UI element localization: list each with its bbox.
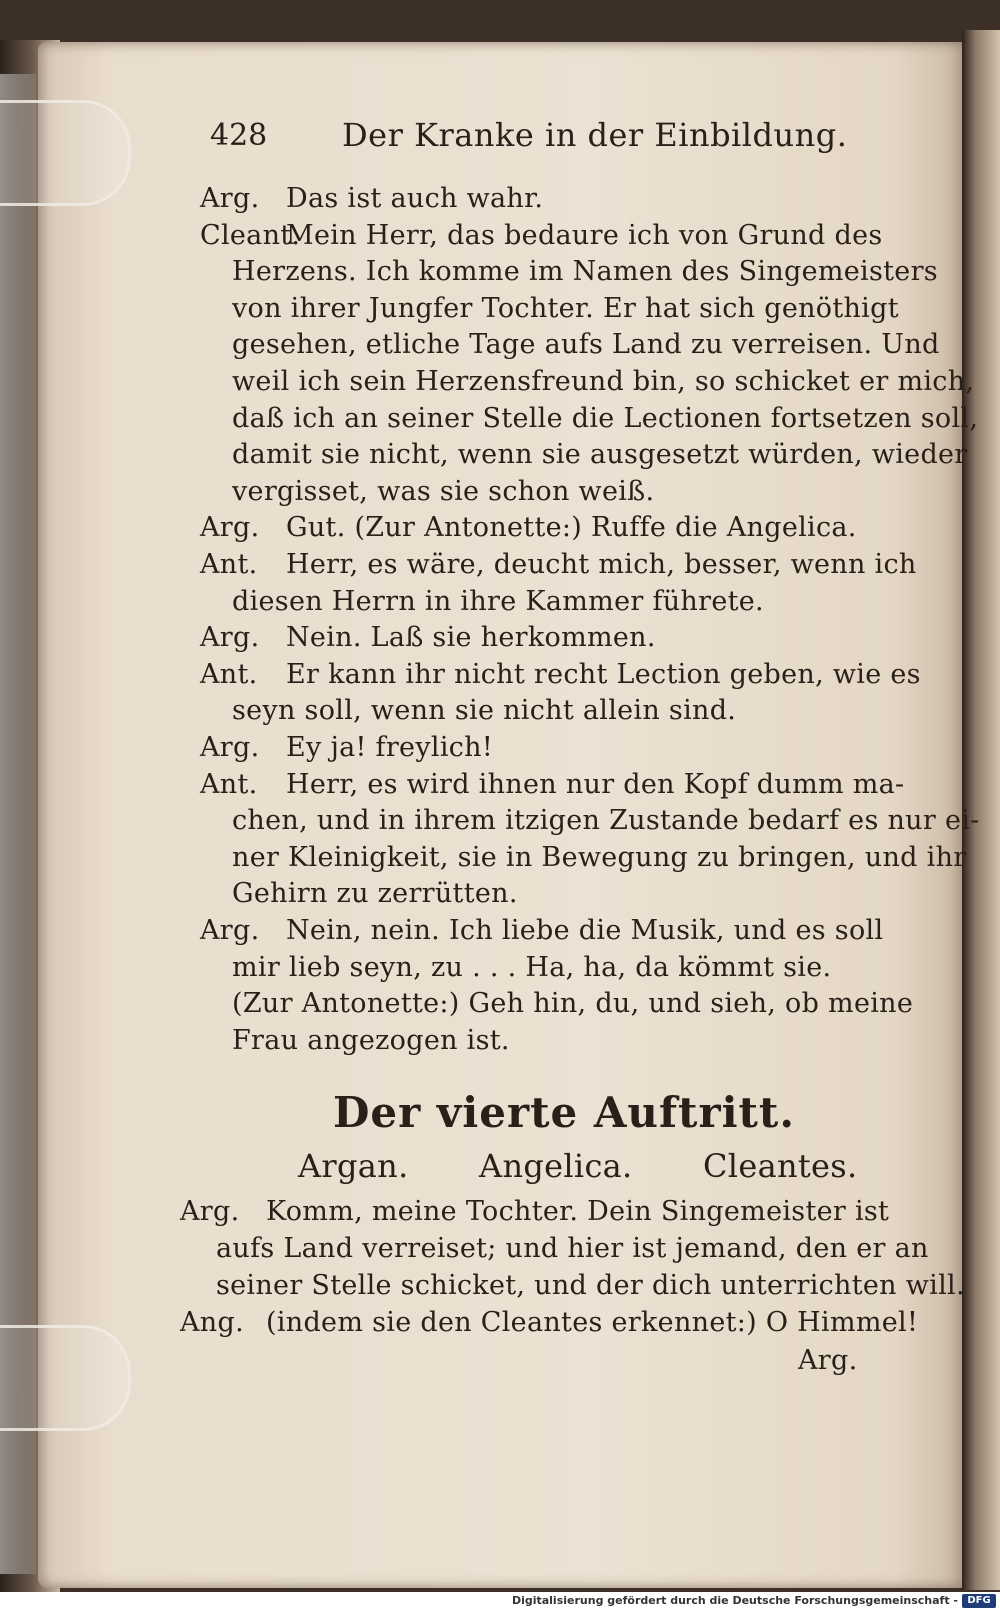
line-text: Das ist auch wahr.: [286, 183, 544, 214]
text-line: [232, 256, 938, 287]
text-line: [232, 293, 899, 324]
text-line: [232, 695, 736, 726]
page-number: 428: [210, 118, 268, 153]
text-line: [180, 1307, 918, 1338]
line-text: gesehen, etliche Tage aufs Land zu verreisen. Und: [232, 329, 940, 361]
page-holder-clip-bottom: [0, 1325, 131, 1431]
line-text: (Zur Antonette:) Geh hin, du, und sieh, ob meine: [232, 988, 914, 1020]
line-text: vergisset, was sie schon weiß.: [232, 475, 655, 507]
text-line: [232, 586, 764, 617]
text-line: [232, 805, 980, 836]
text-line: [200, 512, 857, 543]
line-text: seyn soll, wenn sie nicht allein sind.: [232, 695, 737, 727]
line-text: mir lieb seyn, zu . . . Ha, ha, da kömmt sie.: [232, 951, 832, 983]
line-text: Herzens. Ich komme im Namen des Singemeisters: [232, 256, 938, 288]
text-line: [200, 659, 921, 690]
text-line: [200, 622, 656, 653]
role-angelica: Angelica.: [479, 1147, 633, 1185]
footer-credit: Digitalisierung gefördert durch die Deutsche Forschungsgemeinschaft -: [511, 1594, 958, 1607]
dfg-logo: DFG: [962, 1594, 996, 1608]
catchword: Arg.: [798, 1345, 858, 1376]
speaker-label: Ant.: [200, 768, 258, 800]
text-line: [232, 988, 913, 1019]
line-text: Er kann ihr nicht recht Lection geben, wie es: [286, 658, 921, 690]
speaker-label: Arg.: [200, 915, 260, 946]
line-text: Herr, es wird ihnen nur den Kopf dumm ma-: [286, 768, 905, 800]
speaker-label: Ang.: [180, 1307, 244, 1338]
speaker-label: Ant.: [200, 549, 258, 580]
scene-roles: [298, 1147, 917, 1185]
page-holder-clip-top: [0, 100, 131, 206]
running-head: Der Kranke in der Einbildung.: [342, 116, 848, 154]
text-line: [232, 329, 940, 360]
text-line: [232, 439, 968, 470]
line-text: Gut. (Zur Antonette:) Ruffe die Angelica.: [286, 512, 857, 544]
text-line: [200, 915, 883, 946]
scene-title: Der vierte Auftritt.: [333, 1088, 795, 1137]
line-text: Frau angezogen ist.: [232, 1024, 510, 1056]
text-line: [232, 878, 518, 909]
role-cleantes: Cleantes.: [703, 1147, 858, 1185]
text-line: [232, 1025, 510, 1056]
line-text: diesen Herrn in ihre Kammer führete.: [232, 585, 764, 617]
text-line: [180, 1196, 889, 1227]
line-text: (indem sie den Cleantes erkennet:) O Himmel!: [266, 1307, 919, 1338]
speaker-label: Arg.: [200, 732, 260, 763]
text-line: [232, 366, 974, 397]
speaker-label: Arg.: [200, 183, 260, 214]
speaker-label: Arg.: [180, 1196, 240, 1227]
line-text: Gehirn zu zerrütten.: [232, 878, 518, 910]
text-line: [200, 732, 493, 763]
line-text: Nein, nein. Ich liebe die Musik, und es soll: [286, 915, 884, 946]
line-text: Ey ja! freylich!: [286, 732, 494, 763]
speaker-label: Arg.: [200, 512, 260, 544]
text-line: [216, 1233, 929, 1264]
text-line: [232, 952, 831, 983]
line-text: chen, und in ihrem itzigen Zustande bedarf es nur ei-: [232, 805, 980, 837]
text-line: [200, 183, 543, 214]
text-line: [200, 220, 883, 251]
line-text: Nein. Laß sie herkommen.: [286, 622, 656, 654]
line-text: Herr, es wäre, deucht mich, besser, wenn ich: [286, 549, 917, 580]
line-text: Mein Herr, das bedaure ich von Grund des: [286, 219, 883, 251]
text-line: [232, 476, 654, 507]
speaker-label: Ant.: [200, 658, 258, 690]
line-text: seiner Stelle schicket, und der dich unterrichten will.: [216, 1270, 965, 1301]
text-line: [232, 403, 978, 434]
line-text: damit sie nicht, wenn sie ausgesetzt würden, wieder: [232, 439, 968, 471]
text-line: [216, 1270, 965, 1301]
speaker-label: Cleant.: [200, 219, 301, 251]
speaker-label: Arg.: [200, 622, 260, 654]
line-text: ner Kleinigkeit, sie in Bewegung zu bringen, und ihr: [232, 841, 967, 873]
line-text: aufs Land verreiset; und hier ist jemand, den er an: [216, 1233, 929, 1264]
role-argan: Argan.: [298, 1147, 409, 1185]
text-line: [232, 842, 966, 873]
text-line: [200, 549, 917, 580]
text-line: [200, 769, 904, 800]
line-text: Komm, meine Tochter. Dein Singemeister ist: [266, 1196, 890, 1227]
digitization-footer: [0, 1592, 1000, 1611]
line-text: daß ich an seiner Stelle die Lectionen fortsetzen soll,: [232, 402, 979, 434]
line-text: von ihrer Jungfer Tochter. Er hat sich genöthigt: [232, 292, 899, 324]
line-text: weil ich sein Herzensfreund bin, so schicket er mich,: [232, 366, 975, 397]
